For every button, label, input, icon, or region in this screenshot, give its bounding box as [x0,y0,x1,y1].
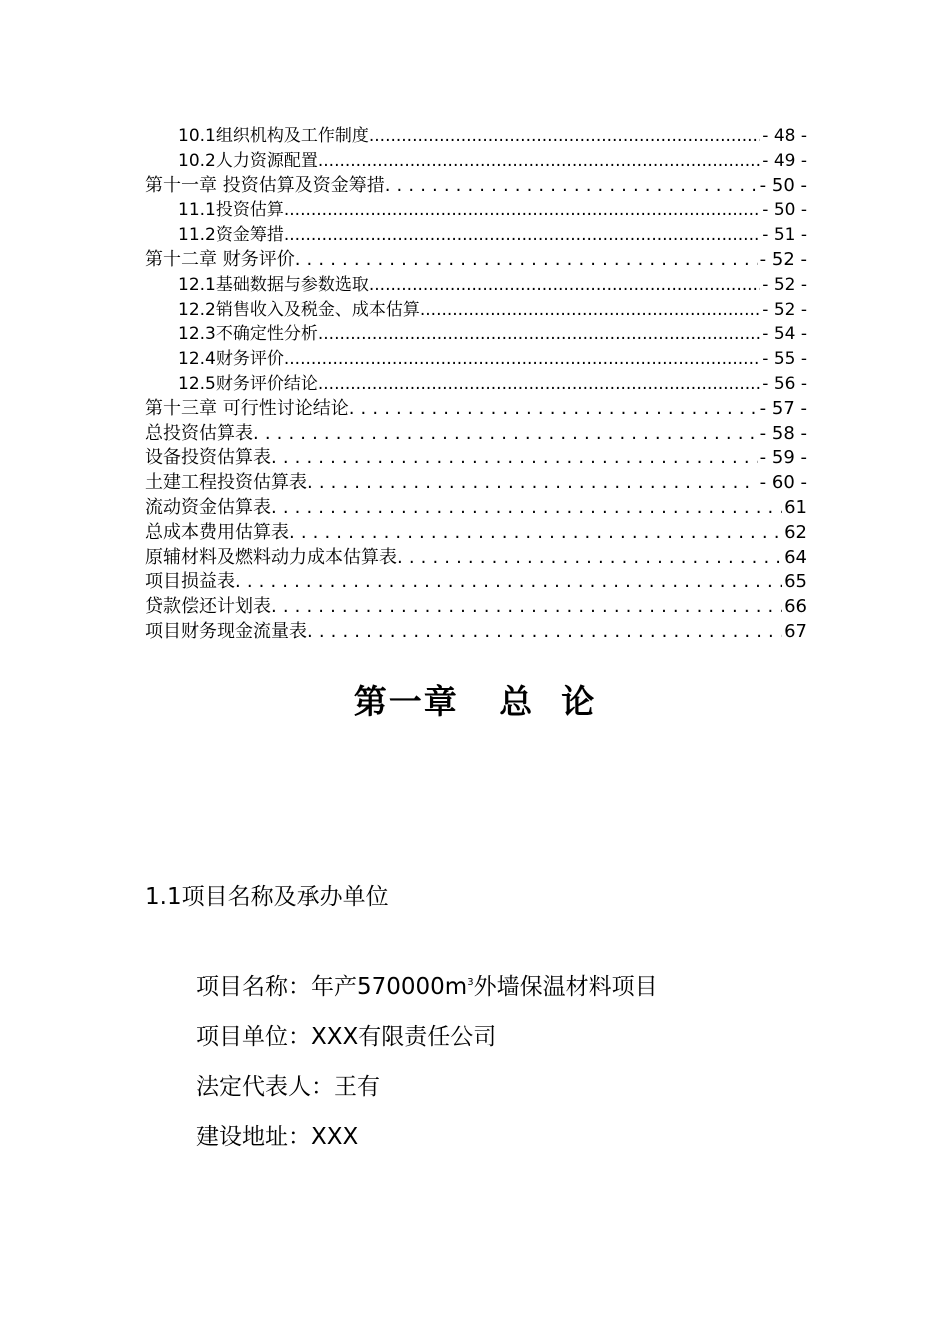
toc-dot-leader [318,372,760,397]
toc-entry-label: 贷款偿还计划表 [145,596,271,618]
toc-entry-label: 项目财务现金流量表 [145,620,307,642]
toc-entry-page-number: - 50 - [762,200,807,221]
toc-dot-leader [420,298,760,323]
project-name-line [196,968,658,1001]
toc-entry[interactable] [145,595,807,620]
toc-entry-page-number: - 52 - [762,274,807,295]
toc-dot-leader [318,322,760,347]
toc-entry-page-number: - 55 - [762,349,807,370]
toc-entry-page-number: - 51 - [762,225,807,246]
toc-entry[interactable] [145,124,807,149]
toc-entry-page-number: - 60 - [759,472,807,494]
toc-entry-page-number: 67 [784,620,807,642]
toc-entry[interactable] [145,273,807,298]
toc-dot-leader [271,496,782,521]
toc-dot-leader [385,174,758,199]
toc-entry-page-number: - 59 - [759,447,807,469]
toc-entry[interactable] [145,174,807,199]
toc-entry[interactable] [145,372,807,397]
toc-dot-leader [369,273,760,298]
chapter-title: 第一章 总 论 [353,682,597,721]
toc-entry-page-number: 62 [784,521,807,543]
toc-entry-label: 第十三章 可行性讨论结论 [145,397,349,419]
toc-entry[interactable] [145,322,807,347]
toc-entry-label: 12.4财务评价 [178,349,284,370]
legal-representative-line: 法定代表人：王有 [196,1074,380,1100]
toc-entry-label: 10.1组织机构及工作制度 [178,126,369,146]
toc-entry[interactable] [145,446,807,471]
toc-entry-label: 12.2销售收入及税金、成本估算 [178,299,420,320]
toc-dot-leader [369,124,760,149]
project-name-label: 项目名称： [196,974,311,1000]
toc-entry-page-number: - 58 - [759,422,807,444]
toc-entry-page-number: - 49 - [762,150,807,171]
toc-dot-leader [271,595,782,620]
toc-entry-label: 土建工程投资估算表 [145,472,307,494]
toc-entry[interactable] [145,471,807,496]
toc-entry[interactable] [145,347,807,372]
construction-address-line: 建设地址：XXX [196,1124,359,1150]
toc-entry[interactable] [145,546,807,571]
toc-entry-label: 流动资金估算表 [145,496,271,518]
toc-entry-label: 项目损益表 [145,571,235,593]
toc-entry-page-number: 66 [784,596,807,618]
toc-entry[interactable] [145,198,807,223]
toc-dot-leader [318,149,760,174]
toc-entry-page-number: - 57 - [759,397,807,419]
toc-entry-label: 12.5财务评价结论 [178,373,318,394]
toc-entry-label: 10.2人力资源配置 [178,150,318,171]
toc-dot-leader [284,347,760,372]
toc-entry-label: 第十二章 财务评价 [145,248,295,270]
toc-entry[interactable] [145,298,807,323]
section-heading: 1.1项目名称及承办单位 [145,884,389,910]
toc-entry-page-number: - 56 - [762,373,807,394]
toc-entry-label: 11.2资金筹措 [178,225,284,246]
toc-entry-label: 11.1投资估算 [178,200,284,221]
toc-entry-page-number: 64 [784,546,807,568]
toc-dot-leader [295,248,758,273]
toc-entry[interactable] [145,570,807,595]
toc-entry[interactable] [145,422,807,447]
toc-entry[interactable] [145,223,807,248]
unit-superscript: 3 [467,977,474,988]
toc-dot-leader [289,521,782,546]
toc-entry[interactable] [145,248,807,273]
toc-dot-leader [235,570,782,595]
table-of-contents [145,124,807,645]
toc-entry[interactable] [145,149,807,174]
toc-entry-label: 原辅材料及燃料动力成本估算表 [145,546,397,568]
toc-dot-leader [307,620,782,645]
project-unit-line: 项目单位：XXX有限责任公司 [196,1024,497,1050]
toc-entry-label: 12.1基础数据与参数选取 [178,274,369,295]
toc-entry-label: 12.3不确定性分析 [178,324,318,345]
toc-dot-leader [397,546,782,571]
toc-entry-label: 总成本费用估算表 [145,521,289,543]
toc-entry-page-number: 61 [784,496,807,518]
toc-dot-leader [349,397,758,422]
toc-entry-page-number: - 48 - [762,126,807,146]
toc-entry[interactable] [145,397,807,422]
toc-entry[interactable] [145,620,807,645]
toc-dot-leader [284,223,760,248]
toc-dot-leader [253,422,758,447]
toc-entry[interactable] [145,521,807,546]
toc-entry-label: 总投资估算表 [145,422,253,444]
toc-entry[interactable] [145,496,807,521]
toc-entry-page-number: 65 [784,571,807,593]
toc-dot-leader [284,198,760,223]
project-name-value: 年产570000m [311,974,468,1000]
toc-entry-label: 第十一章 投资估算及资金筹措 [145,174,385,196]
toc-entry-page-number: - 54 - [762,324,807,345]
project-name-suffix: 外墙保温材料项目 [473,974,658,1000]
toc-dot-leader [271,446,758,471]
toc-entry-page-number: - 50 - [759,174,807,196]
toc-entry-label: 设备投资估算表 [145,447,271,469]
toc-entry-page-number: - 52 - [759,248,807,270]
toc-entry-page-number: - 52 - [762,299,807,320]
toc-dot-leader [307,471,758,496]
